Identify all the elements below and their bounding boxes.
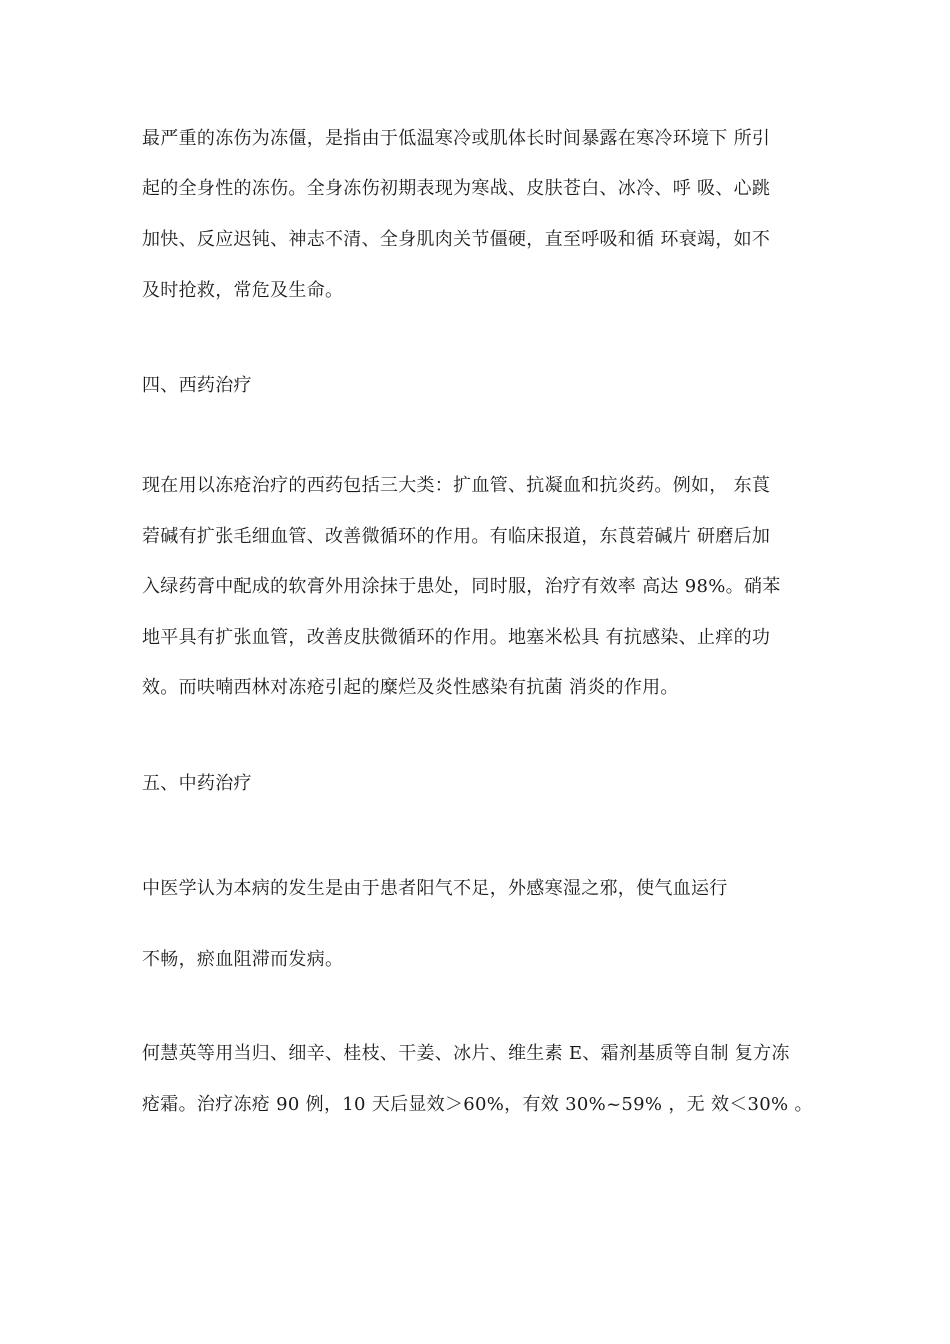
paragraph-frostbite-line-2: 起的全身性的冻伤。全身冻伤初期表现为寒战、皮肤苍白、冰冷、呼 吸、心跳 [142, 178, 771, 199]
paragraph-tcm-line-2: 不畅，瘀血阻滞而发病。 [142, 949, 344, 970]
paragraph-western-line-5: 效。而呋喃西林对冻疮引起的糜烂及炎性感染有抗菌 消炎的作用。 [142, 677, 679, 698]
paragraph-frostbite-line-3: 加快、反应迟钝、神志不清、全身肌肉关节僵硬，直至呼吸和循 环衰竭，如不 [142, 229, 771, 250]
paragraph-compound-cream-line-2: 疮霜。治疗冻疮 90 例，10 天后显效＞60%，有效 30%~59% ，无 效＜30% 。 [142, 1094, 813, 1115]
section-heading-western-medicine: 四、西药治疗 [142, 375, 252, 396]
paragraph-western-line-2: 菪碱有扩张毛细血管、改善微循环的作用。有临床报道，东莨菪碱片 研磨后加 [142, 526, 771, 547]
paragraph-western-line-1: 现在用以冻疮治疗的西药包括三大类：扩血管、抗凝血和抗炎药。例如， 东莨 [142, 475, 771, 496]
paragraph-frostbite-line-4: 及时抢救，常危及生命。 [142, 280, 344, 301]
section-heading-chinese-medicine: 五、中药治疗 [142, 773, 252, 794]
paragraph-compound-cream-line-1: 何慧英等用当归、细辛、桂枝、干姜、冰片、维生素 E、霜剂基质等自制 复方冻 [142, 1043, 790, 1064]
paragraph-western-line-3: 入绿药膏中配成的软膏外用涂抹于患处，同时服，治疗有效率 高达 98%。硝苯 [142, 576, 781, 597]
paragraph-western-line-4: 地平具有扩张血管，改善皮肤微循环的作用。地塞米松具 有抗感染、止痒的功 [142, 627, 771, 648]
paragraph-tcm-line-1: 中医学认为本病的发生是由于患者阳气不足，外感寒湿之邪，使气血运行 [142, 878, 728, 899]
paragraph-frostbite-line-1: 最严重的冻伤为冻僵，是指由于低温寒冷或肌体长时间暴露在寒冷环境下 所引 [142, 128, 771, 149]
